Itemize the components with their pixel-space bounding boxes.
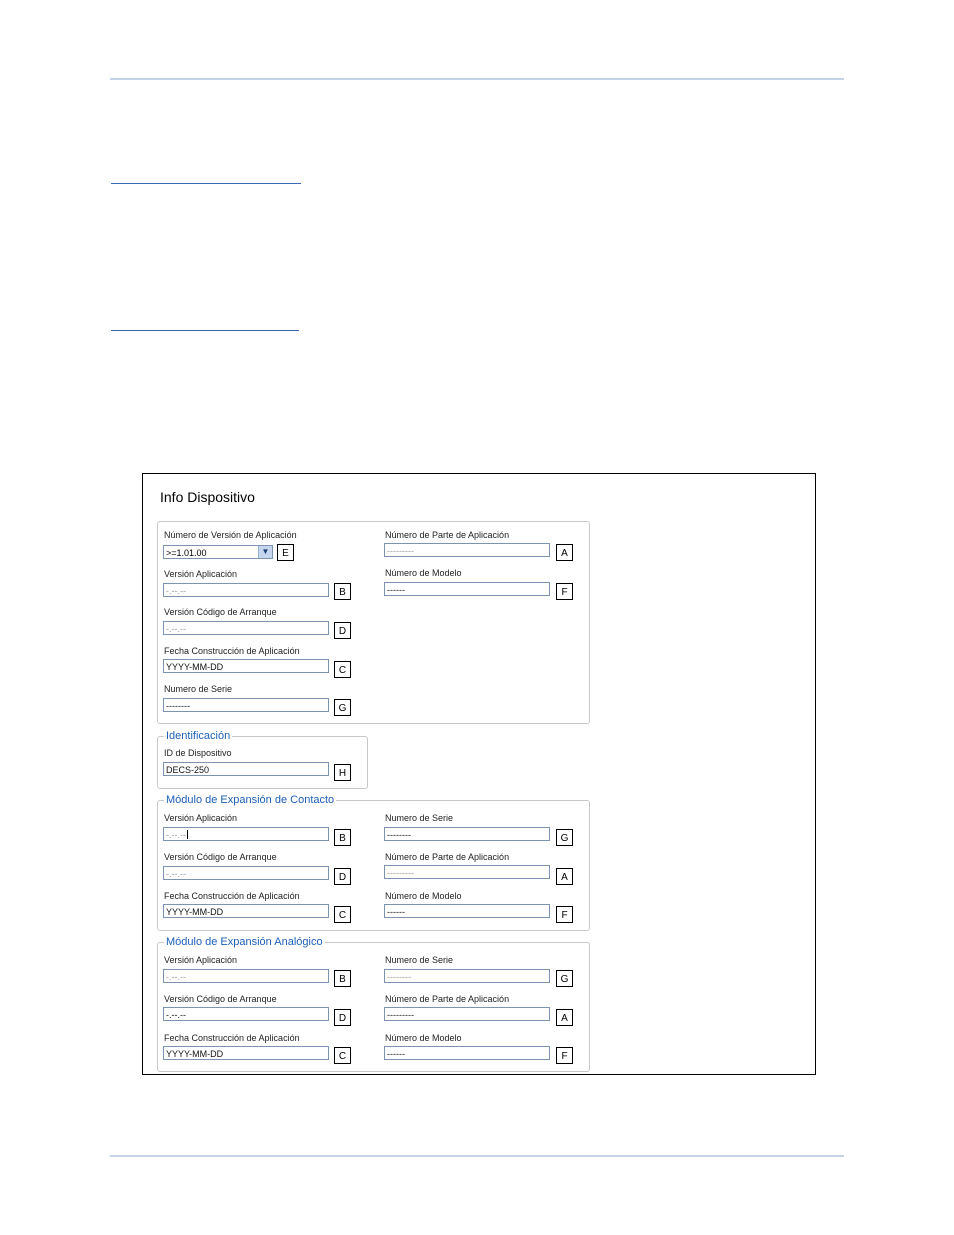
app-version-number-value: >=1.01.00 — [166, 548, 207, 558]
contact-model-label: Número de Modelo — [385, 891, 462, 901]
identification-legend: Identificación — [166, 730, 231, 742]
heading-underline-1 — [111, 183, 301, 184]
callout-tag: A — [556, 1009, 573, 1026]
contact-model-field[interactable]: ------ — [384, 904, 550, 918]
callout-tag: F — [556, 583, 573, 600]
callout-tag: D — [334, 1009, 351, 1026]
device-id-label: ID de Dispositivo — [164, 748, 232, 758]
contact-build-date-field[interactable]: YYYY-MM-DD — [163, 904, 329, 918]
serial-label: Numero de Serie — [164, 684, 233, 694]
callout-tag: D — [334, 868, 351, 885]
analog-build-date-label: Fecha Construcción de Aplicación — [164, 1033, 300, 1043]
app-part-number-field[interactable]: --------- — [384, 543, 550, 557]
callout-tag: D — [334, 622, 351, 639]
callout-tag: B — [334, 583, 351, 600]
contact-app-version-field[interactable] — [163, 827, 329, 841]
model-number-field[interactable]: ------ — [384, 582, 550, 596]
heading-underline-2 — [111, 330, 299, 331]
serial-field[interactable]: -------- — [163, 698, 329, 712]
callout-tag: A — [556, 868, 573, 885]
analog-module-group — [157, 936, 590, 1072]
build-date-field[interactable]: YYYY-MM-DD — [163, 659, 329, 673]
contact-app-version-value: -.--.-- — [166, 830, 186, 840]
chevron-down-icon[interactable]: ▼ — [258, 546, 272, 558]
callout-tag: F — [556, 1047, 573, 1064]
app-version-number-select[interactable] — [163, 545, 273, 559]
analog-app-version-field[interactable]: -.--.-- — [163, 969, 329, 983]
callout-tag: B — [334, 829, 351, 846]
contact-part-number-label: Número de Parte de Aplicación — [385, 852, 510, 862]
analog-boot-code-field[interactable]: -.--.-- — [163, 1007, 329, 1021]
app-part-number-label: Número de Parte de Aplicación — [385, 530, 510, 540]
device-info-panel — [142, 473, 816, 1075]
model-number-label: Número de Modelo — [385, 568, 462, 578]
contact-serial-field[interactable]: -------- — [384, 827, 550, 841]
identification-group — [157, 730, 368, 789]
analog-boot-code-label: Versión Código de Arranque — [164, 994, 277, 1004]
callout-tag: G — [334, 699, 351, 716]
analog-serial-label: Numero de Serie — [385, 955, 454, 965]
analog-part-number-field[interactable]: --------- — [384, 1007, 550, 1021]
callout-tag: C — [334, 1047, 351, 1064]
callout-tag: C — [334, 906, 351, 923]
contact-build-date-label: Fecha Construcción de Aplicación — [164, 891, 300, 901]
device-id-field[interactable]: DECS-250 — [163, 762, 329, 776]
callout-tag: F — [556, 906, 573, 923]
contact-module-group — [157, 794, 590, 931]
analog-model-label: Número de Modelo — [385, 1033, 462, 1043]
header-rule — [110, 78, 844, 80]
contact-boot-code-field[interactable]: -.--.-- — [163, 866, 329, 880]
analog-serial-field[interactable]: -------- — [384, 969, 550, 983]
callout-tag: C — [334, 661, 351, 678]
boot-code-field[interactable]: -.--.-- — [163, 621, 329, 635]
callout-tag: H — [334, 764, 351, 781]
callout-tag: G — [556, 829, 573, 846]
analog-app-version-label: Versión Aplicación — [164, 955, 238, 965]
contact-serial-label: Numero de Serie — [385, 813, 454, 823]
build-date-label: Fecha Construcción de Aplicación — [164, 646, 300, 656]
app-version-field[interactable]: -.--.-- — [163, 583, 329, 597]
contact-part-number-field[interactable]: --------- — [384, 865, 550, 879]
app-version-number-label: Número de Versión de Aplicación — [164, 530, 297, 540]
boot-code-label: Versión Código de Arranque — [164, 607, 277, 617]
footer-rule — [110, 1155, 844, 1157]
text-cursor — [187, 830, 188, 839]
callout-tag: B — [334, 970, 351, 987]
callout-tag: E — [277, 544, 294, 561]
main-info-group — [157, 521, 590, 724]
callout-tag: G — [556, 970, 573, 987]
panel-title: Info Dispositivo — [160, 489, 255, 505]
app-version-label: Versión Aplicación — [164, 569, 238, 579]
contact-app-version-label: Versión Aplicación — [164, 813, 238, 823]
analog-module-legend: Módulo de Expansión Analógico — [166, 936, 323, 948]
contact-boot-code-label: Versión Código de Arranque — [164, 852, 277, 862]
analog-part-number-label: Número de Parte de Aplicación — [385, 994, 510, 1004]
callout-tag: A — [556, 544, 573, 561]
contact-module-legend: Módulo de Expansión de Contacto — [166, 794, 335, 806]
analog-model-field[interactable]: ------ — [384, 1046, 550, 1060]
analog-build-date-field[interactable]: YYYY-MM-DD — [163, 1046, 329, 1060]
